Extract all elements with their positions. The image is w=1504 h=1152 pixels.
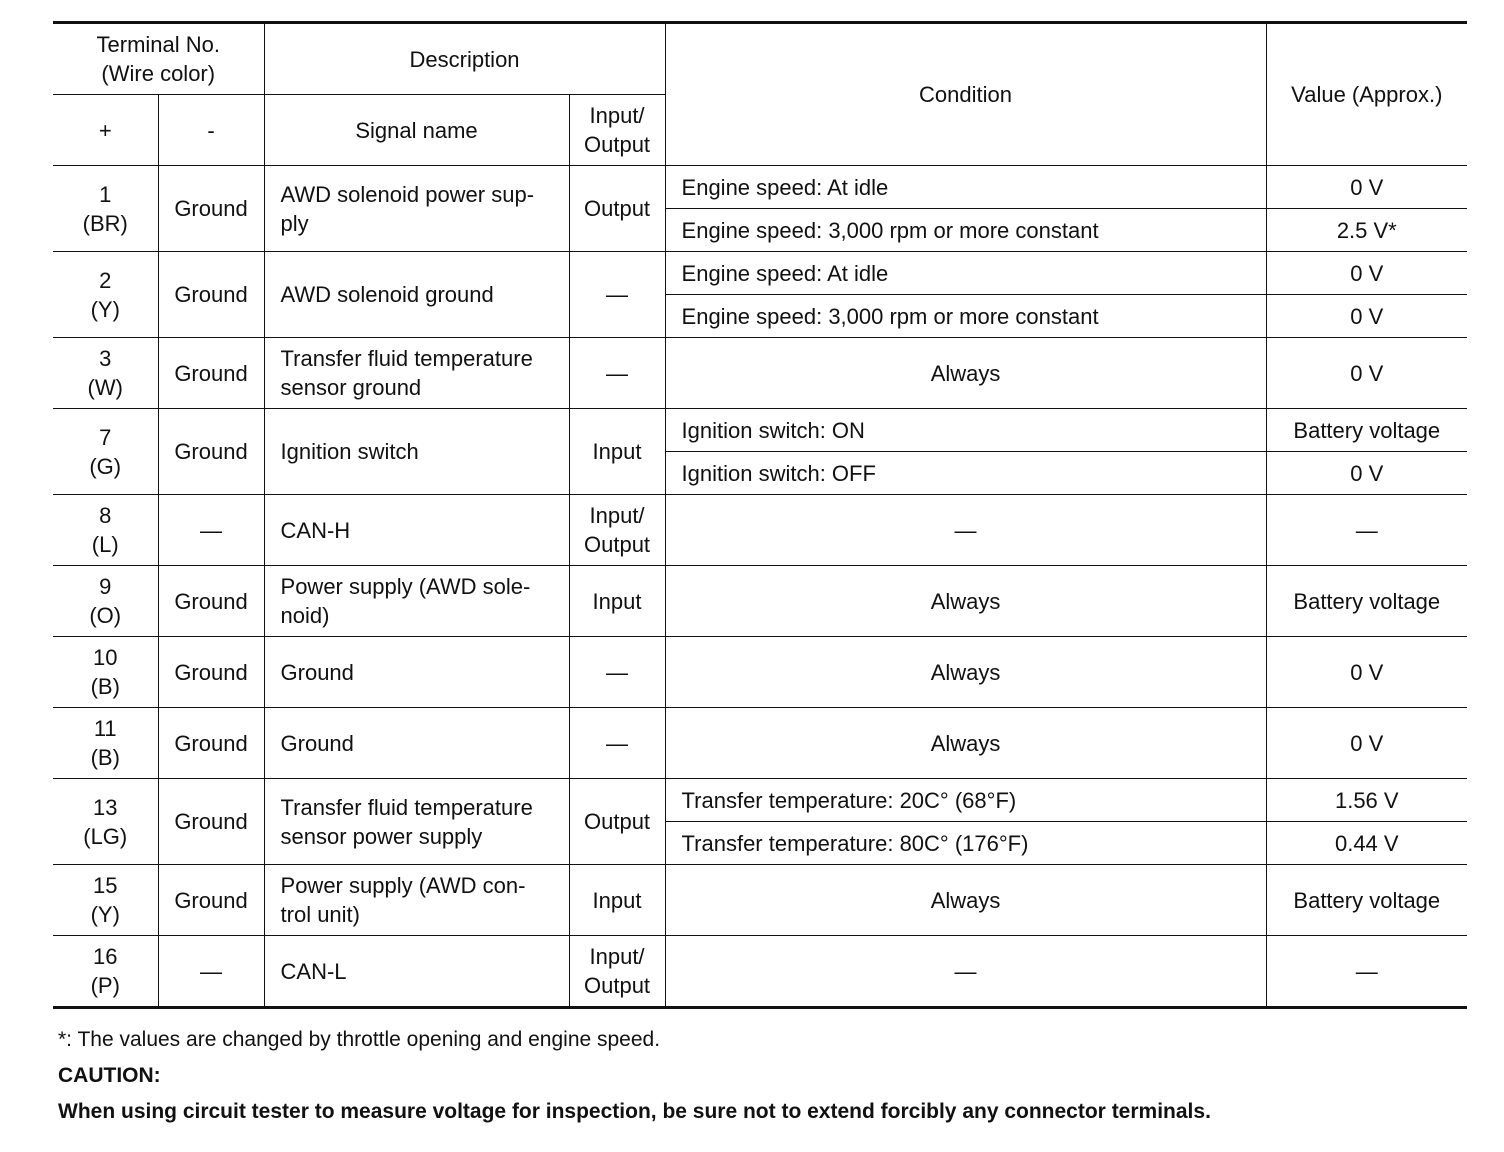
terminal-plus-cell: 7 (G) [53,409,158,495]
condition-cell: — [665,936,1266,1008]
table-row [53,252,1467,295]
signal-name-cell: CAN-L [264,936,569,1008]
signal-name-cell: AWD solenoid power sup- ply [264,166,569,252]
header-value: Value (Approx.) [1266,23,1467,166]
input-output-cell: — [569,708,665,779]
terminal-plus-cell: 1 (BR) [53,166,158,252]
table-row [53,779,1467,822]
value-cell: 2.5 V* [1266,209,1467,252]
condition-cell: Engine speed: At idle [665,166,1266,209]
signal-name-cell: Transfer fluid temperature sensor power supply [264,779,569,865]
value-cell: — [1266,495,1467,566]
table-row [53,495,1467,566]
table-row [53,637,1467,708]
value-cell: Battery voltage [1266,409,1467,452]
value-cell: 0 V [1266,252,1467,295]
terminal-plus-cell: 9 (O) [53,566,158,637]
condition-cell: Always [665,637,1266,708]
header-signal-name: Signal name [264,95,569,166]
condition-cell: Always [665,865,1266,936]
condition-cell: Transfer temperature: 80C° (176°F) [665,822,1266,865]
caution-text: When using circuit tester to measure voltage for inspection, be sure not to extend forcibly any connector terminals. [58,1100,1211,1123]
header-input-output: Input/ Output [569,95,665,166]
terminal-plus-cell: 13 (LG) [53,779,158,865]
input-output-cell: Input [569,865,665,936]
terminal-plus-cell: 8 (L) [53,495,158,566]
condition-cell: Transfer temperature: 20C° (68°F) [665,779,1266,822]
value-cell: 1.56 V [1266,779,1467,822]
terminal-minus-cell: Ground [158,338,264,409]
table-row [53,708,1467,779]
signal-name-cell: CAN-H [264,495,569,566]
condition-cell: Engine speed: 3,000 rpm or more constant [665,295,1266,338]
terminal-minus-cell: Ground [158,865,264,936]
condition-cell: Ignition switch: OFF [665,452,1266,495]
input-output-cell: — [569,637,665,708]
condition-cell: Engine speed: At idle [665,252,1266,295]
signal-name-cell: Transfer fluid temperature sensor ground [264,338,569,409]
table-row [53,338,1467,409]
input-output-cell: Output [569,779,665,865]
table-row [53,865,1467,936]
signal-name-cell: Ignition switch [264,409,569,495]
input-output-cell: — [569,338,665,409]
input-output-cell: — [569,252,665,338]
terminal-minus-cell: Ground [158,637,264,708]
terminal-minus-cell: Ground [158,566,264,637]
signal-name-cell: Power supply (AWD sole- noid) [264,566,569,637]
signal-name-cell: Power supply (AWD con- trol unit) [264,865,569,936]
value-cell: 0 V [1266,338,1467,409]
condition-cell: — [665,495,1266,566]
value-cell: 0 V [1266,637,1467,708]
terminal-minus-cell: Ground [158,708,264,779]
terminal-spec-table [53,21,1467,1009]
value-cell: 0 V [1266,166,1467,209]
terminal-minus-cell: Ground [158,166,264,252]
terminal-plus-cell: 10 (B) [53,637,158,708]
footnote: *: The values are changed by throttle opening and engine speed. [58,1028,661,1051]
input-output-cell: Output [569,166,665,252]
input-output-cell: Input/ Output [569,495,665,566]
signal-name-cell: Ground [264,708,569,779]
value-cell: Battery voltage [1266,865,1467,936]
table-row [53,409,1467,452]
notes [58,1022,1211,1130]
terminal-plus-cell: 15 (Y) [53,865,158,936]
input-output-cell: Input [569,409,665,495]
value-cell: Battery voltage [1266,566,1467,637]
value-cell: — [1266,936,1467,1008]
terminal-minus-cell: Ground [158,409,264,495]
terminal-minus-cell: — [158,495,264,566]
header-terminal-no: Terminal No. (Wire color) [53,23,264,95]
value-cell: 0 V [1266,295,1467,338]
value-cell: 0 V [1266,452,1467,495]
header-condition: Condition [665,23,1266,166]
condition-cell: Always [665,566,1266,637]
header-plus: + [53,95,158,166]
condition-cell: Engine speed: 3,000 rpm or more constant [665,209,1266,252]
input-output-cell: Input [569,566,665,637]
condition-cell: Always [665,708,1266,779]
header-minus: - [158,95,264,166]
terminal-plus-cell: 16 (P) [53,936,158,1008]
terminal-minus-cell: — [158,936,264,1008]
table-row [53,166,1467,209]
table-row [53,566,1467,637]
value-cell: 0 V [1266,708,1467,779]
table-row [53,936,1467,1008]
signal-name-cell: AWD solenoid ground [264,252,569,338]
header-description: Description [264,23,665,95]
caution-label: CAUTION: [58,1064,161,1087]
condition-cell: Ignition switch: ON [665,409,1266,452]
terminal-minus-cell: Ground [158,252,264,338]
terminal-plus-cell: 11 (B) [53,708,158,779]
terminal-minus-cell: Ground [158,779,264,865]
terminal-plus-cell: 2 (Y) [53,252,158,338]
signal-name-cell: Ground [264,637,569,708]
condition-cell: Always [665,338,1266,409]
input-output-cell: Input/ Output [569,936,665,1008]
terminal-plus-cell: 3 (W) [53,338,158,409]
value-cell: 0.44 V [1266,822,1467,865]
